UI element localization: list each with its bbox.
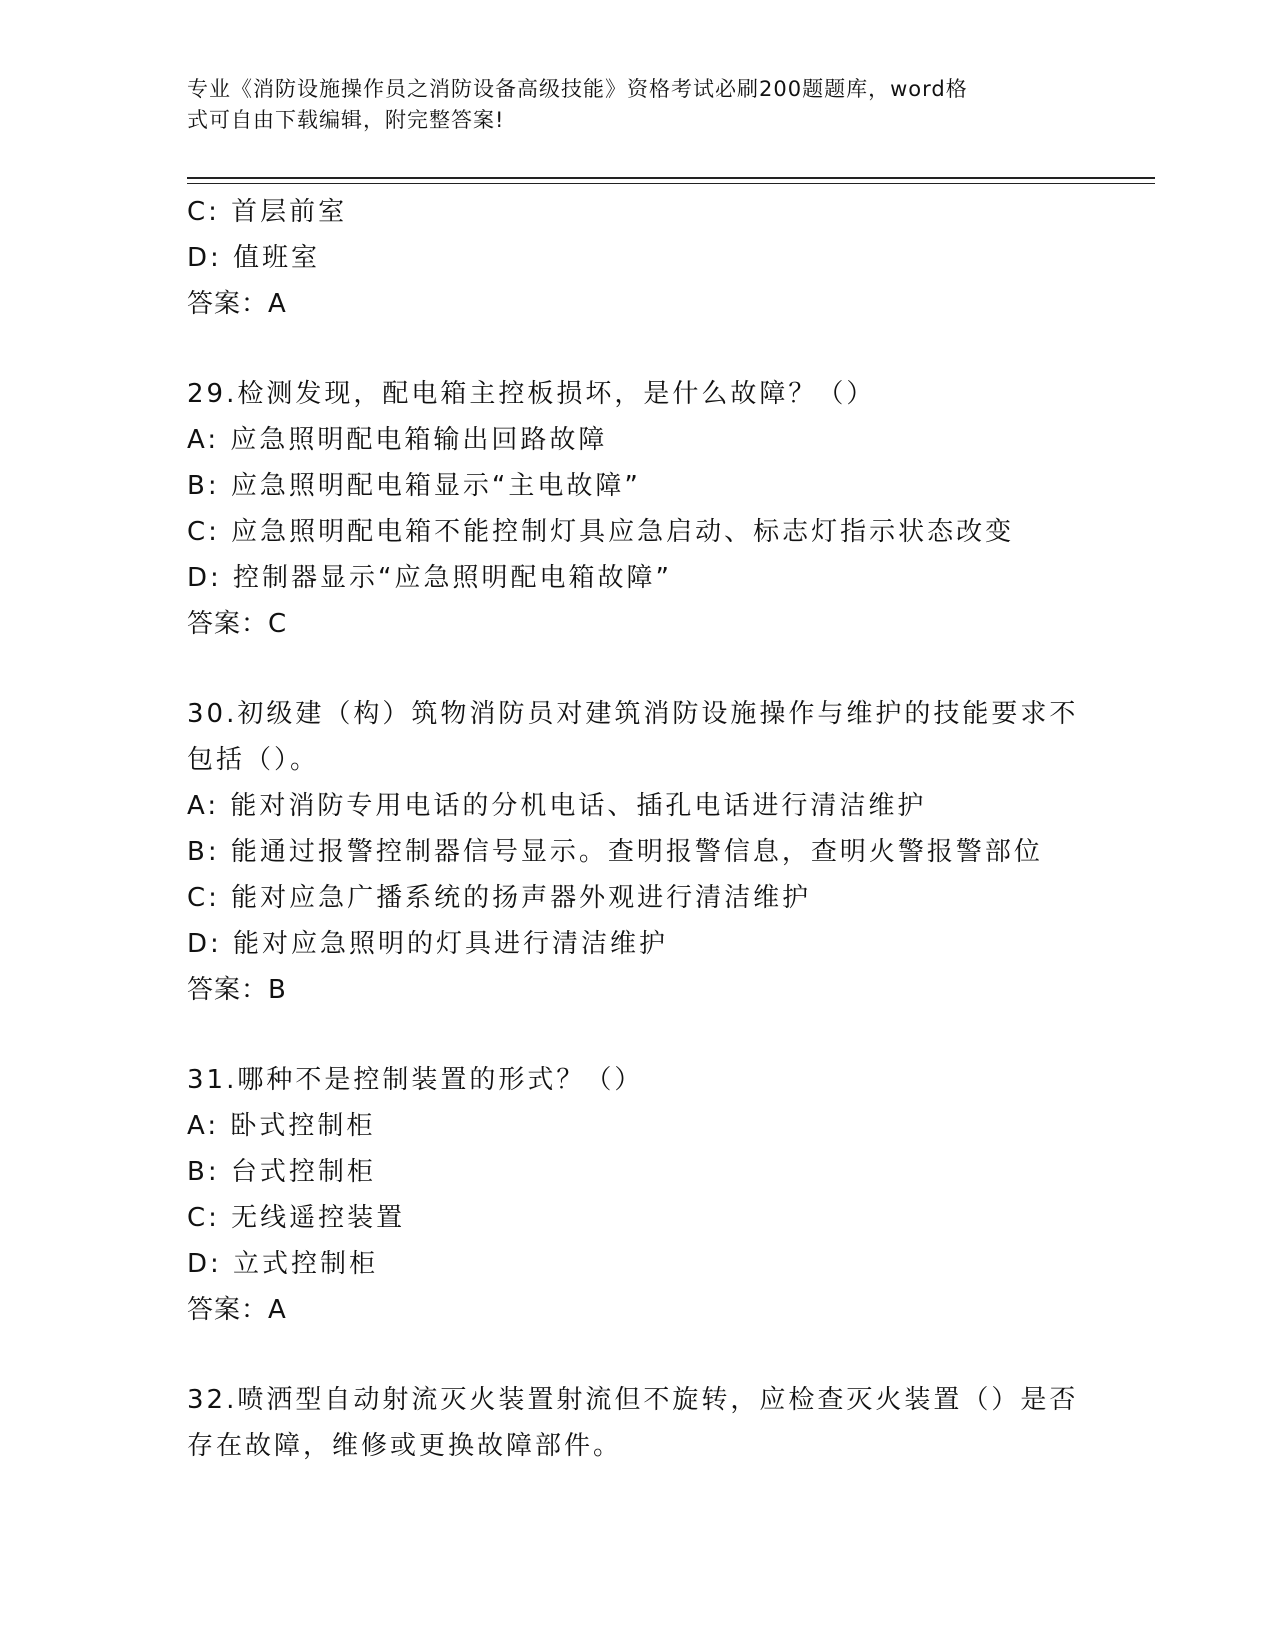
option-a: A: 能对消防专用电话的分机电话、插孔电话进行清洁维护: [187, 791, 927, 821]
question-30: [187, 691, 1107, 1013]
answer: 答案：A: [187, 289, 287, 319]
spacer: [187, 647, 1107, 691]
question-29: [187, 371, 1107, 647]
header-title-line-2: 式可自由下载编辑，附完整答案!: [187, 108, 505, 132]
header-rule-thick: [187, 177, 1155, 179]
header-rule-thin: [187, 183, 1155, 184]
option-b: B: 能通过报警控制器信号显示。查明报警信息，查明火警报警部位: [187, 837, 1043, 867]
option-c: C: 无线遥控装置: [187, 1203, 406, 1233]
spacer: [187, 1333, 1107, 1377]
option-c: C: 能对应急广播系统的扬声器外观进行清洁维护: [187, 883, 812, 913]
option-d: D: 能对应急照明的灯具进行清洁维护: [187, 929, 669, 959]
question-stem: 31.哪种不是控制装置的形式？（）: [187, 1065, 644, 1095]
option-b: B: 台式控制柜: [187, 1157, 376, 1187]
document-header: [187, 74, 1067, 136]
option-c: C: 首层前室: [187, 197, 348, 227]
spacer: [187, 327, 1107, 371]
answer: 答案：A: [187, 1295, 287, 1325]
spacer: [187, 1013, 1107, 1057]
option-a: A: 卧式控制柜: [187, 1111, 376, 1141]
option-d: D: 控制器显示“应急照明配电箱故障”: [187, 563, 672, 593]
question-28-tail: [187, 189, 1107, 327]
answer: 答案：C: [187, 609, 288, 639]
option-b: B: 应急照明配电箱显示“主电故障”: [187, 471, 641, 501]
header-title-line-1: 专业《消防设施操作员之消防设备高级技能》资格考试必刷200题题库，word格: [187, 77, 968, 101]
option-c: C: 应急照明配电箱不能控制灯具应急启动、标志灯指示状态改变: [187, 517, 1015, 547]
answer: 答案：B: [187, 975, 287, 1005]
option-a: A: 应急照明配电箱输出回路故障: [187, 425, 608, 455]
document-body: [187, 189, 1107, 1469]
question-stem-line-1: 30.初级建（构）筑物消防员对建筑消防设施操作与维护的技能要求不: [187, 699, 1079, 729]
question-stem: 29.检测发现，配电箱主控板损坏，是什么故障？（）: [187, 379, 876, 409]
option-d: D: 值班室: [187, 243, 321, 273]
question-stem-line-2: 存在故障，维修或更换故障部件。: [187, 1431, 623, 1461]
question-stem-line-1: 32.喷洒型自动射流灭火装置射流但不旋转，应检查灭火装置（）是否: [187, 1385, 1079, 1415]
option-d: D: 立式控制柜: [187, 1249, 379, 1279]
question-32: [187, 1377, 1107, 1469]
question-31: [187, 1057, 1107, 1333]
question-stem-line-2: 包括（）。: [187, 745, 320, 775]
